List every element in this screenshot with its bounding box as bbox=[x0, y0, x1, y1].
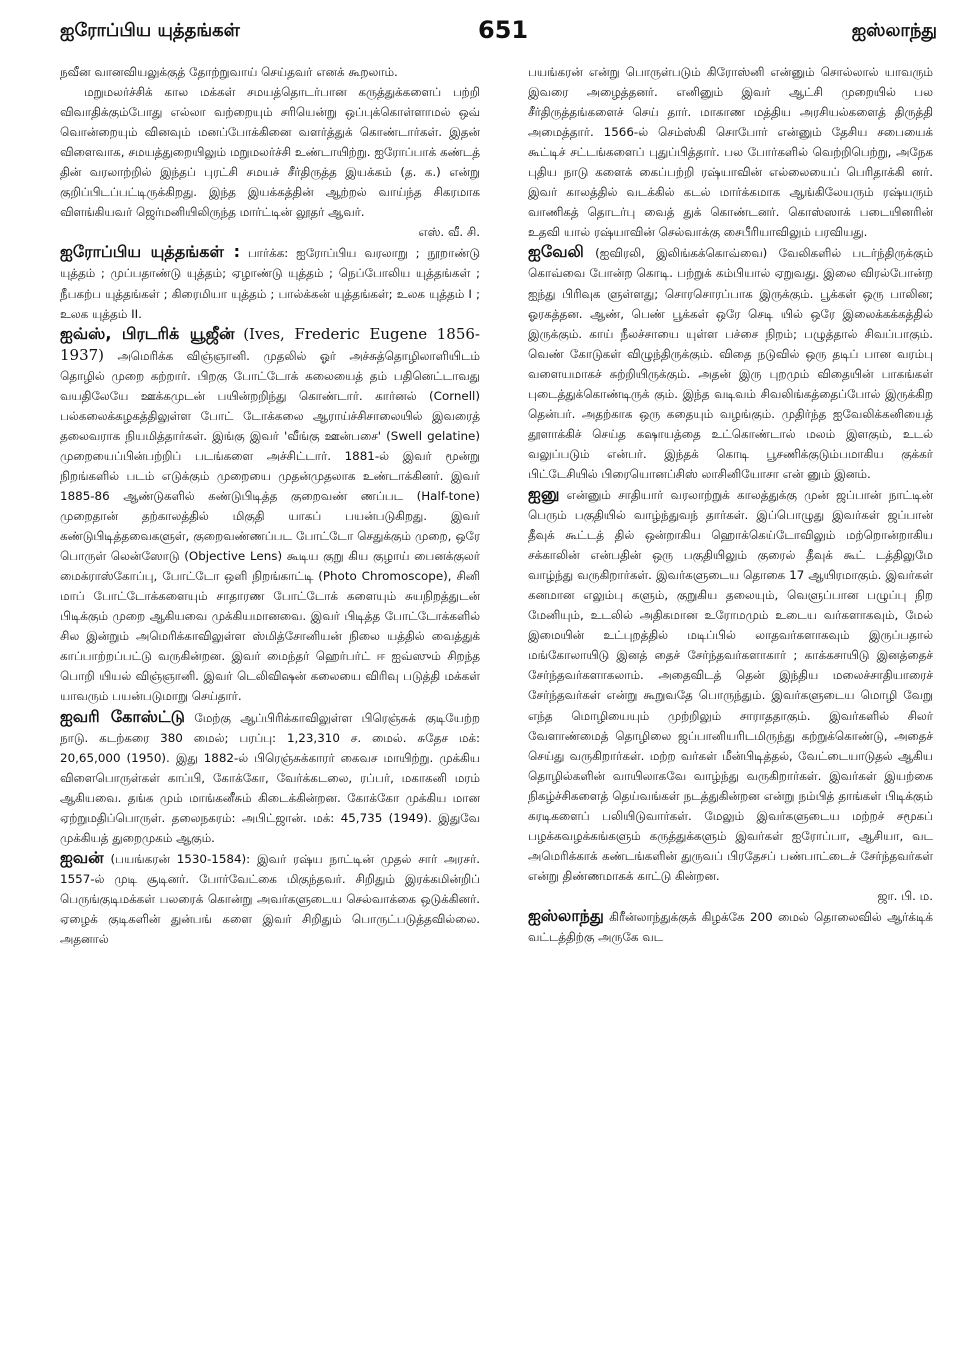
right-column bbox=[528, 62, 933, 1354]
paragraph: பயங்கரன் என்று பொருள்படும் கிரோஸ்னி என்னும் சொல்லால் யாவரும் இவரை அழைத்தனர். எனினும் இவர் ஆட்சி முறையில் பல சீர்திருத்தங்களைச் செய் தார். மாகாண மத்திய அரசியல்களைத் திருத்தி அமைத்தார். 1566-ல் செம்ஸ்கி சொபோர் என்னும் தேசிய சபையைக் கூட்டிச் சட்டங்களைப் புதுப்பித்தார். பல போர்களில் வெற்றிபெற்று, அநேக புதிய நாடு களைக் கைப்பற்றி ரஷ்யாவின் எல்லையைப் பெரிதாக்கி னர். இவர் காலத்தில் வடக்கில் கடல் மார்க்கமாக ஆங்கிலேயரும் ரஷ்யரும் வாணிகத் தொடர்பு வைத் துக் கொண்டனர். கொஸ்ஸாக் படையினரின் உதவி யால் ரஷ்யாவின் செல்வாக்கு சைபீரியாவிலும் பரவியது. bbox=[528, 65, 933, 240]
entry-headword: ஐவேலி bbox=[528, 242, 584, 262]
entry-headword: ஐரோப்பிய யுத்தங்கள் : bbox=[60, 242, 240, 262]
running-head-right: ஐஸ்லாந்து bbox=[851, 20, 937, 41]
page-number: 651 bbox=[478, 16, 529, 44]
running-head-left: ஐரோப்பிய யுத்தங்கள் bbox=[60, 20, 240, 41]
entry-alt-names: (ஐவிரலி, இலிங்கக்கொவ்வை) bbox=[595, 246, 768, 261]
entry-body: மேற்கு ஆப்பிரிக்காவிலுள்ள பிரெஞ்சுக் குடியேற்ற நாடு. கடற்கரை 380 மைல்; பரப்பு: 1,23,310 ச. மைல். சுதேச மக்: 20,65,000 (1950). இது 1882-ல் பிரெஞ்சுக்காரர் கைவச மாயிற்று. முக்கிய விளைபொருள்கள் காப்பி, கோக்கோ, வேர்க்கடலை, ரப்பர், மகாகனி மரம் ஆகியவை. தங்க மும் மாங்கனீசும் கிடைக்கின்றன. கோக்கோ முக்கிய மான ஏற்றுமதிப்பொருள். தலைநகரம்: அபிட்ஜான். மக்: 45,735 (1949). இதுவே முக்கியத் துறைமுகம் ஆகும். bbox=[60, 710, 480, 845]
entry-body: பார்க்க: ஐரோப்பிய வரலாறு ; நூறாண்டு யுத்தம் ; முப்பதாண்டு யுத்தம்; ஏழாண்டு யுத்தம் ; நெப்போலிய யுத்தங்கள் ; நீபகற்ப யுத்தங்கள் ; கிரைமியா யுத்தம் ; பால்க்கன் யுத்தங்கள்; உலக யுத்தம் I ; உலக யுத்தம் II. bbox=[60, 246, 480, 321]
entry-ivory-coast bbox=[60, 707, 480, 848]
author-signature: ஜா. பி. ம. bbox=[877, 888, 933, 903]
entry-headword: ஐவ்ஸ், பிரடரிக் யூஜீன் bbox=[60, 323, 235, 343]
entry-ives bbox=[60, 324, 480, 707]
entry-body: கிரீன்லாந்துக்குக் கிழக்கே 200 மைல் தொலைவில் ஆர்க்டிக் வட்டத்திற்கு அருகே வட bbox=[528, 909, 933, 945]
entry-latin-name: (Ives, Frederic Eugene 1856-1937) bbox=[60, 324, 480, 364]
entry-iceland bbox=[528, 906, 933, 947]
entry-headword: ஐவரி கோஸ்ட்டு bbox=[60, 706, 185, 726]
entry-ivy-gourd bbox=[528, 242, 933, 484]
entry-ivan bbox=[60, 848, 480, 949]
left-column bbox=[60, 62, 480, 1354]
entry-body: வேலிகளில் படர்ந்திருக்கும் கொவ்வை போன்ற கொடி. பற்றுக் கம்பியால் ஏறுவது. இலை விரல்போன்ற ஐந்து பிரிவுக ளுள்ளது; சொரசொரப்பாக இருக்கும். பூக்கள் ஒரு பாலின; ஓரகத்தன. ஆண், பெண் பூக்கள் ஒரே செடி யில் ஒரே இலைக்கக்கத்தில் இருக்கும். காய் நீலச்சாயை யுள்ள பச்சை நிறம்; பழுத்தால் சிவப்பாகும். வெண் கோடுகள் விழுந்திருக்கும். விதை நடுவில் ஒரு தடிப் பான வரம்பு வளையமாகச் சுற்றியிருக்கும். அதன் இரு புறமும் விதையின் பாகங்கள் புடைத்துக்கொண்டிருக் கும். இந்த வடிவம் சிவலிங்கத்தைப்போல் இருக்கிற தென்பர். அதற்காக ஒரு கதையும் வழங்கும். முதிர்ந்த ஐவேலிக்கனியைத் தூளாக்கிச் செய்த கஷாயத்தை உட்கொண்டால் மலம் இளகும், உடல் வலுப்படும் என்பர். இந்தக் கொடி பூசணிக்குடும்பமாகிய குக்கர் பிட்டேசியில் பிரையொனப்சிஸ் லாசினியோசா என் னும் இனம். bbox=[528, 246, 933, 481]
entry-body: அமெரிக்க விஞ்ஞானி. முதலில் ஓர் அச்சுத்தொழிலாளியிடம் தொழில் முறை கற்றார். பிறகு போட்டோக் கலையைத் தம் பதினெட்டாவது வயதிலேயே ஊக்கமுடன் பயின்றறிந்து கொண்டார். கார்னல் (Cornell) பல்கலைக்கழகத்திலுள்ள போட் டோக்கலை ஆராய்ச்சிசாலையில் இவரைத் தலைவராக நியமித்தார்கள். இங்கு இவர் 'வீங்கு ஊன்பசை' (Swell gelatine) முறையைப்பின்பற்றிப் படங்களை அச்சிட்டார். 1881-ல் இவர் மூன்று நிறங்களில் படம் எடுக்கும் முறையை முதன்முதலாக உண்டாக்கினர். இவர் 1885-86 ஆண்டுகளில் கண்டுபிடித்த குறைவண் ணப்பட (Half-tone) முறைதான் தற்காலத்தில் மிகுதி யாகப் பயன்படுகிறது. இவர் கண்டுபிடித்தவைகளுள், குறைவண்ணப்பட போட்டோ செதுக்கும் முறை, ஒரே பொருள் லென்ஸோடு (Objective Lens) கூடிய குறு கிய குழாய் பைனக்குலர் மைக்ராஸ்கோப்பு, போட்டோ ஒளி நிறங்காட்டி (Photo Chromoscope), சினி மாப் போட்டோக்களையும் சாதாரண போட்டோக் களையும் சுயநிறத்துடன் பிடிக்கும் முறை ஆகியவை முக்கியமானவை. இவர் பிடித்த போட்டோக்களில் சில இன்றும் அமெரிக்காவிலுள்ள ஸ்மித்சோனியன் நிலை யத்தில் வைத்துக் காப்பாற்றப்பட்டு வருகின்றன. இவர் மைந்தர் ஹெர்பர்ட் ஈ ஐவ்ஸும் சிறந்த பொறி யியல் விஞ்ஞானி. இவர் டெலிவிஷன் கலையை விரிவு படுத்தி மக்கள் யாவரும் பயன்படுமாறு செய்தார். bbox=[60, 348, 480, 704]
entry-european-wars bbox=[60, 242, 480, 323]
entry-body: இவர் ரஷ்ய நாட்டின் முதல் சார் அரசர். 1557-ல் முடி சூடினர். போர்வேட்கை மிகுந்தவர். சிறிதும் இரக்கமின்றிப் பெருங்குடிமக்கள் பலரைக் கொன்று அவர்களுடைய செல்வாக்கை ஒடுக்கினர். ஏழைக் குடிகளின் துன்பங் களை இவர் சிறிதும் பொருட்படுத்தவில்லை. அதனால் bbox=[60, 851, 480, 947]
entry-headword: ஐஸ்லாந்து bbox=[528, 905, 604, 925]
entry-headword: ஐனு bbox=[528, 483, 560, 503]
paragraph: மறுமலர்ச்சிக் கால மக்கள் சமயத்தொடர்பான கருத்துக்களைப் பற்றி விவாதிக்கும்போது எல்லா வற்றையும் சரியென்று ஒப்புக்கொள்ளாமல் ஒவ் வொன்றையும் வினவும் மனப்போக்கினை வளர்த்துக் கொண்டார்கள். இதன் விளைவாக, சமயத்துறையிலும் மறுமலர்ச்சி உண்டாயிற்று. ஐரோப்பாக் கண்டத் தின் வரலாற்றில் இந்தப் புரட்சி சமயச் சீர்திருத்த இயக்கம் (த. க.) என்று குறிப்பிடப்பட்டிருக்கிறது. இந்த இயக்கத்தின் ஆற்றல் வாய்ந்த சிகரமாக விளங்கியவர் ஜெர்மனியிலிருந்த மார்ட்டின் லூதர் ஆவர். bbox=[60, 85, 480, 220]
paragraph: நவீன வானவியலுக்குத் தோற்றுவாய் செய்தவர் எனக் கூறலாம். bbox=[60, 65, 398, 79]
entry-body: என்னும் சாதியார் வரலாற்றுக் காலத்துக்கு முன் ஜப்பான் நாட்டின் பெரும் பகுதியில் வாழ்ந்துவந் தார்கள். இப்பொழுது இவர்கள் ஜப்பான் தீவுக் கூட்டத் தில் ஒன்றாகிய ஹொக்கெய்டோவிலும் மற்றொன்றாகிய சக்காலின் என்பதின் ஒரு பகுதியிலும் குரைல் தீவுக் கூட் டத்திலுமே வாழ்ந்து வருகிறார்கள். இவர்களுடைய தொகை 17 ஆயிரமாகும். இவர்கள் கனமான எலும்பு களும், குறுகிய தலையும், வெளுப்பான பழுப்பு நிற மேனியும், உடலில் அதிகமான உரோமமும் உடைய வர்களாகவும், மேல் இமையின் உட்புறத்தில் மடிப்பில் லாதவர்களாகவும் இருப்பதால் மங்கோலாயிடு இனத் தைச் சேர்ந்தவர்களாகார் ; காக்கசாயிடு இனத்தைச் சேர்ந்தவர்களாகலாம். அதைவிடத் தென் இந்திய மலைச்சாதியாரைச் சேர்ந்தவர்கள் என்று கூறுவதே பொருந்தும். இவர்களுடைய மொழி வேறு எந்த மொழியையும் முற்றிலும் சாராததாகும். இவர்களில் சிலர் வேளாண்மைத் தொழிலை ஜப்பானியரிடமிருந்து கற்றுக்கொண்டு, அதைச் செய்து வருகிறார்கள். மற்ற வர்கள் மீன்பிடித்தல், வேட்டையாடுதல் ஆகிய தொழில்களின் வாயிலாகவே வாழ்ந்து வருகிறார்கள். இவர்கள் இயற்கை நிகழ்ச்சிகளைத் தெய்வங்கள் நடத்துகின்றன என்று நம்பித் தாங்கள் பிடிக்கும் கரடிகளைப் பலியிடுவார்கள். மேலும் இவர்களுடைய மற்றச் சமூகப் பழக்கவழக்கங்களும் கருத்துக்களும் இவர்கள் ஐரோப்பா, ஆசியா, வட அமெரிக்காக் கண்டங்களின் துருவப் பிரதேசப் பண்பாட்டைச் சேர்ந்தவர்கள் என்று திண்ணமாகக் காட்டு கின்றன. bbox=[528, 487, 933, 883]
entry-headword: ஐவன் bbox=[60, 847, 104, 867]
author-signature: எஸ். வீ. சி. bbox=[418, 225, 480, 240]
page-header bbox=[60, 14, 937, 54]
entry-dates: (பயங்கரன் 1530-1584): bbox=[110, 851, 251, 866]
entry-ainu bbox=[528, 484, 933, 886]
